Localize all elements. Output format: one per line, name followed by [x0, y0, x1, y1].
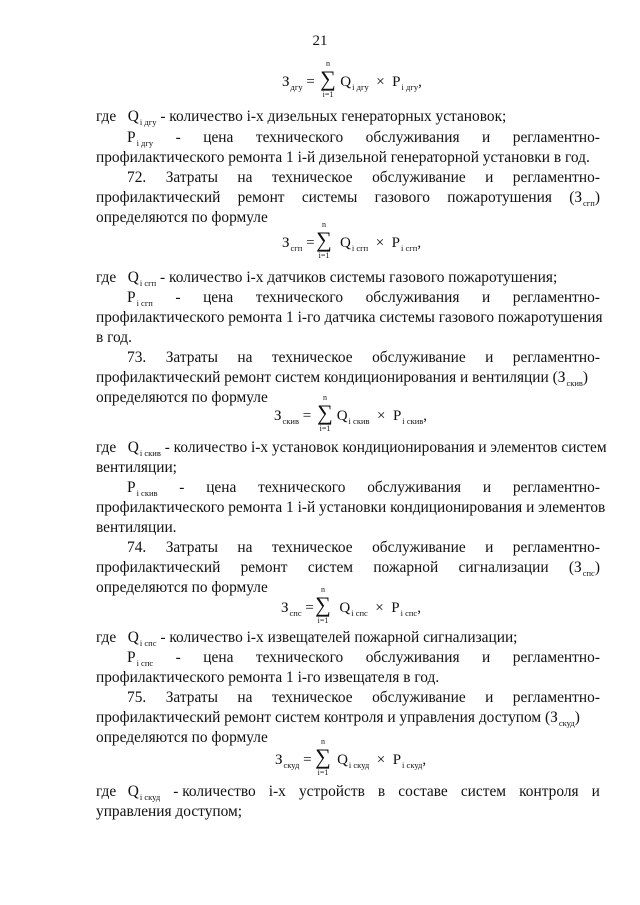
text-line: определяются по формуле [96, 729, 268, 746]
text-line: где $Q_{i сгп}$ - количество i-х датчиков системы газового пожаротушения; [96, 269, 558, 288]
sum-sign: n ∑ i=1 [320, 59, 336, 99]
text-line: $P_{i дгу}$ - цена технического обслуживания и регламентно- [127, 129, 600, 148]
sum-sign: n ∑ i=1 [316, 220, 332, 260]
page-number: 21 [312, 33, 328, 49]
text-line: где $Q_{i скив}$ - количество i-х установок кондиционирования и элементов систем [96, 439, 607, 458]
sum-sign: n ∑ i=1 [315, 737, 331, 777]
text-line: профилактического ремонта 1 i-го извещателя в год. [96, 669, 440, 686]
formula-sps: $З_{спс} = Q_{i спс} \times P_{i спс}$, n ∑ i=1 [281, 585, 421, 625]
formula-skiv: $З_{скив} = Q_{i скив} \times P_{i скив}$, n ∑ i=1 [274, 393, 428, 433]
formula-skud: $З_{скуд} = Q_{i скуд} \times P_{i скуд}$, n ∑ i=1 [275, 737, 427, 777]
text-line: в год. [96, 329, 132, 346]
formula-lhs: $З_{дгу}$ [282, 74, 303, 92]
paragraph-74-line: профилактический ремонт систем пожарной сигнализации $(З_{спс})$ [96, 559, 600, 578]
sum-sign: n ∑ i=1 [315, 585, 331, 625]
paragraph-72-line: профилактический ремонт системы газового пожаротушения $(З_{сгп})$ [96, 189, 600, 208]
paragraph-74-line: 74. Затраты на техническое обслуживание и регламентно- [127, 539, 600, 556]
text-line: вентиляции; [96, 459, 177, 476]
formula-sgp: $З_{сгп} = Q_{i сгп} \times P_{i сгп}$, n ∑ i=1 [282, 220, 422, 260]
paragraph-75-line: 75. Затраты на техническое обслуживание и регламентно- [127, 689, 600, 706]
text-line: профилактического ремонта 1 i-го датчика системы газового пожаротушения [96, 309, 603, 326]
text-line: определяются по формуле [96, 579, 268, 596]
text-line: $P_{i скив}$ - цена технического обслуживания и регламентно- [127, 479, 600, 498]
text-line: вентиляции. [96, 519, 177, 536]
text-line: где $Q_{i скуд}$ - количество i-х устройств в составе систем контроля и [96, 783, 600, 802]
text-line: управления доступом; [96, 803, 243, 820]
paragraph-73-line: 73. Затраты на техническое обслуживание и регламентно- [127, 349, 600, 366]
paragraph-75-line: профилактический ремонт систем контроля и управления доступом $(З_{скуд})$ [96, 709, 580, 728]
text-line: профилактического ремонта 1 i-й дизельной генераторной установки в год. [96, 149, 590, 166]
text-line: определяются по формуле [96, 389, 268, 406]
text-line: $P_{i спс}$ - цена технического обслуживания и регламентно- [127, 649, 600, 668]
text-line: где $Q_{i дгу}$ - количество i-х дизельных генераторных установок; [96, 108, 507, 127]
text-line: $P_{i сгп}$ - цена технического обслуживания и регламентно- [127, 289, 600, 308]
text-line: профилактического ремонта 1 i-й установки кондиционирования и элементов [96, 499, 606, 516]
text-line: где $Q_{i спс}$ - количество i-х извещателей пожарной сигнализации; [96, 629, 518, 648]
sum-sign: n ∑ i=1 [317, 393, 333, 433]
text-line: определяются по формуле [96, 209, 268, 226]
formula-dgu: $З_{дгу} = Q_{i дгу} \times P_{i дгу}$, n ∑ i=1 [282, 59, 422, 99]
paragraph-72-line: 72. Затраты на техническое обслуживание и регламентно- [127, 169, 600, 186]
paragraph-73-line: профилактический ремонт систем кондиционирования и вентиляции $(З_{скив})$ [96, 369, 589, 388]
